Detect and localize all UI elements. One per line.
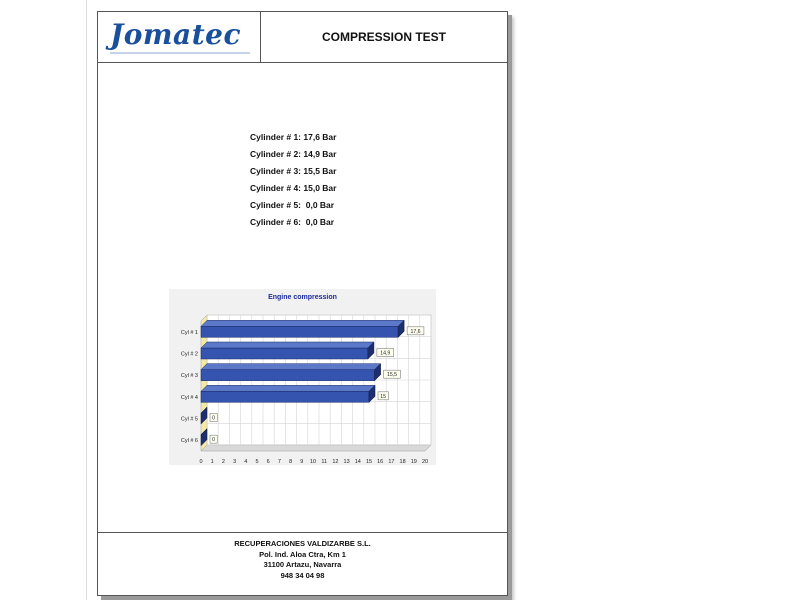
data-label: 0 xyxy=(212,437,216,444)
data-label: 14,9 xyxy=(380,350,391,357)
viewer-left-border xyxy=(86,0,87,600)
footer-address-line-2: 31100 Artazu, Navarra xyxy=(263,560,342,569)
x-tick-label: 17 xyxy=(388,459,395,465)
bar-front xyxy=(201,391,369,402)
chart-title: Engine compression xyxy=(268,294,337,301)
x-tick-label: 14 xyxy=(354,459,361,465)
report-title: COMPRESSION TEST xyxy=(321,30,446,44)
compression-chart xyxy=(169,289,436,465)
footer-address-line-1: Pol. Ind. Aloa Ctra, Km 1 xyxy=(259,549,346,559)
report-page xyxy=(97,11,508,596)
x-tick-label: 18 xyxy=(399,459,406,465)
company-logo: Jomatec xyxy=(110,18,241,51)
bar-front xyxy=(201,326,398,337)
category-label: Cyl # 3 xyxy=(180,373,198,380)
x-tick-label: 20 xyxy=(421,459,429,465)
bar-front xyxy=(201,348,368,359)
reading-cylinder-2: Cylinder # 2: 14,9 Bar xyxy=(250,149,337,159)
chart-floor xyxy=(201,445,431,451)
x-tick-label: 11 xyxy=(321,459,328,465)
reading-cylinder-6: Cylinder # 6: 0,0 Bar xyxy=(250,217,335,227)
bar-front xyxy=(201,370,375,381)
data-label: 0 xyxy=(212,415,216,422)
category-label: Cyl # 6 xyxy=(180,438,198,445)
category-label: Cyl # 5 xyxy=(180,416,198,423)
x-tick-label: 4 xyxy=(244,459,248,465)
cylinder-readings xyxy=(250,129,336,231)
report-footer xyxy=(98,532,507,596)
reading-cylinder-1: Cylinder # 1: 17,6 Bar xyxy=(250,132,337,142)
data-label: 15,5 xyxy=(386,372,398,379)
reading-cylinder-4: Cylinder # 4: 15,0 Bar xyxy=(250,183,337,193)
logo-swoosh xyxy=(110,52,250,54)
bar-top xyxy=(201,364,381,370)
x-tick-label: 8 xyxy=(289,459,293,465)
x-tick-label: 6 xyxy=(266,459,270,465)
logo-cell xyxy=(98,12,261,62)
x-tick-label: 10 xyxy=(309,459,317,465)
x-tick-label: 16 xyxy=(377,459,384,465)
footer-phone: 948 34 04 98 xyxy=(280,570,325,580)
report-header xyxy=(98,12,507,63)
reading-cylinder-5: Cylinder # 5: 0,0 Bar xyxy=(250,200,335,210)
x-tick-label: 0 xyxy=(199,459,203,465)
x-tick-label: 3 xyxy=(233,459,237,465)
x-tick-label: 9 xyxy=(300,459,304,465)
bar-top xyxy=(201,320,404,326)
bar-top xyxy=(201,385,375,391)
x-tick-label: 15 xyxy=(365,459,373,465)
chart-plot xyxy=(169,289,436,465)
category-label: Cyl # 2 xyxy=(180,351,198,358)
data-label: 17,6 xyxy=(410,328,421,335)
reading-cylinder-3: Cylinder # 3: 15,5 Bar xyxy=(250,166,337,176)
x-tick-label: 7 xyxy=(277,459,281,465)
x-tick-label: 12 xyxy=(332,459,339,465)
x-tick-label: 13 xyxy=(343,459,350,465)
category-label: Cyl # 4 xyxy=(180,394,198,401)
x-tick-label: 2 xyxy=(221,459,225,465)
data-label: 15 xyxy=(380,393,387,400)
footer-company: RECUPERACIONES VALDIZARBE S.L. xyxy=(234,539,371,548)
bar-top xyxy=(201,342,374,348)
x-tick-label: 5 xyxy=(255,459,259,465)
category-label: Cyl # 1 xyxy=(180,329,198,336)
x-tick-label: 1 xyxy=(210,459,214,465)
x-tick-label: 19 xyxy=(410,459,417,465)
